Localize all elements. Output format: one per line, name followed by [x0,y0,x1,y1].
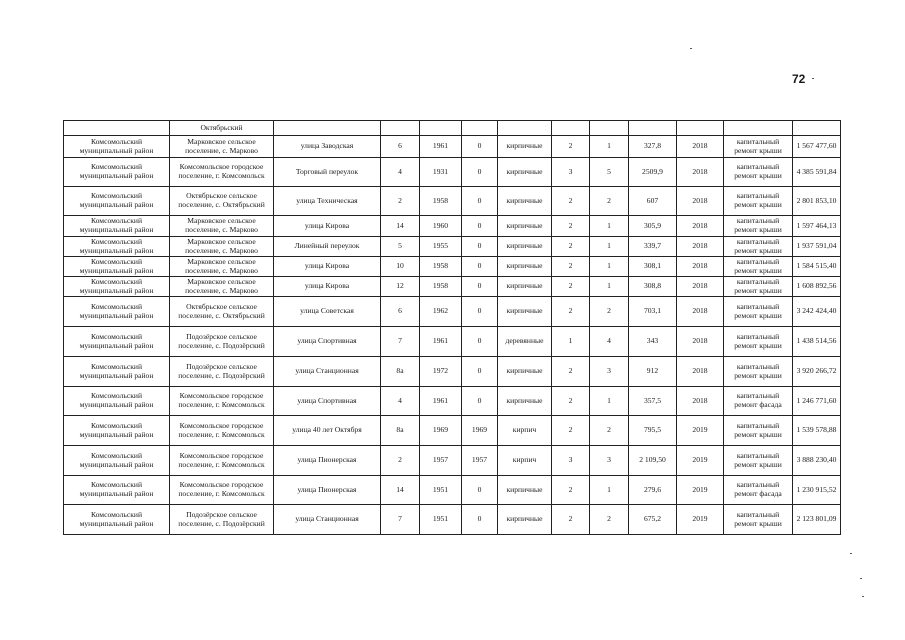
table-cell [629,121,677,136]
cell-street: улица Пионерская [274,446,381,476]
cell-street: Линейный переулок [274,237,381,257]
cell-settlement: Марковское сельское поселение, с. Марково [170,237,274,257]
cell-entrances: 1 [590,136,629,158]
cell-settlement: Подозёрское сельское поселение, с. Подозёрский [170,357,274,387]
cell-work: капитальный ремонт крыши [724,237,793,257]
cell-cost: 1 567 477,60 [793,136,841,158]
cell-entrances: 2 [590,187,629,216]
cell-plan-year: 2018 [677,387,724,416]
cell-settlement: Комсомольское городское поселение, г. Комсомольск [170,476,274,505]
cell-district: Комсомольский муниципальный район [64,237,170,257]
cell-year-built: 1951 [420,476,462,505]
cell-settlement: Комсомольское городское поселение, г. Комсомольск [170,416,274,446]
cell-work: капитальный ремонт фасада [724,387,793,416]
cell-floors: 1 [552,327,590,357]
table-row [64,136,841,158]
cell-plan-year: 2018 [677,297,724,327]
cell-district: Комсомольский муниципальный район [64,446,170,476]
cell-walls: кирпич [498,416,552,446]
cell-walls: деревянные [498,327,552,357]
cell-cost: 1 438 514,56 [793,327,841,357]
cell-floors: 2 [552,416,590,446]
cell-plan-year: 2018 [677,187,724,216]
cell-street: улица Советская [274,297,381,327]
cell-entrances: 1 [590,257,629,277]
cell-settlement: Марковское сельское поселение, с. Марково [170,277,274,297]
cell-cost: 4 385 591,84 [793,158,841,187]
scan-dot [860,578,862,579]
cell-cost: 2 801 853,10 [793,187,841,216]
cell-entrances: 2 [590,505,629,535]
cell-year-built: 1961 [420,136,462,158]
cell-area: 357,5 [629,387,677,416]
cell-year-built: 1958 [420,187,462,216]
cell-area: 2 109,50 [629,446,677,476]
cell-area: 2509,9 [629,158,677,187]
cell-year-recon: 0 [462,158,498,187]
cell-year-built: 1961 [420,387,462,416]
cell-plan-year: 2018 [677,277,724,297]
cell-work: капитальный ремонт крыши [724,257,793,277]
cell-walls: кирпичные [498,136,552,158]
cell-walls: кирпичные [498,357,552,387]
cell-work: капитальный ремонт крыши [724,505,793,535]
cell-settlement: Комсомольское городское поселение, г. Комсомольск [170,387,274,416]
table-row [64,187,841,216]
cell-floors: 2 [552,277,590,297]
cell-settlement: Октябрьское сельское поселение, с. Октябрьский [170,187,274,216]
cell-walls: кирпичные [498,476,552,505]
cell-work: капитальный ремонт крыши [724,216,793,237]
cell-plan-year: 2018 [677,237,724,257]
cell-house: 7 [381,327,420,357]
cell-area: 339,7 [629,237,677,257]
cell-cost: 1 608 892,56 [793,277,841,297]
scan-dot [690,48,692,49]
cell-walls: кирпичные [498,257,552,277]
cell-walls: кирпичные [498,216,552,237]
table-cell [381,121,420,136]
cell-year-built: 1972 [420,357,462,387]
table-cell [64,121,170,136]
table-row [64,357,841,387]
cell-district: Комсомольский муниципальный район [64,416,170,446]
cell-area: 279,6 [629,476,677,505]
cell-year-recon: 1957 [462,446,498,476]
cell-year-recon: 0 [462,476,498,505]
cell-house: 8а [381,357,420,387]
cell-settlement: Комсомольское городское поселение, г. Комсомольск [170,446,274,476]
cell-year-built: 1962 [420,297,462,327]
cell-year-recon: 0 [462,237,498,257]
cell-area: 308,8 [629,277,677,297]
table-cell [590,121,629,136]
table-cell [420,121,462,136]
cell-year-built: 1969 [420,416,462,446]
cell-floors: 2 [552,505,590,535]
cell-entrances: 4 [590,327,629,357]
cell-year-recon: 0 [462,257,498,277]
table-row [64,446,841,476]
cell-area: 308,1 [629,257,677,277]
cell-work: капитальный ремонт крыши [724,357,793,387]
cell-street: улица Пионерская [274,476,381,505]
table-cell [724,121,793,136]
cell-street: улица 40 лет Октября [274,416,381,446]
cell-walls: кирпичные [498,158,552,187]
cell-cost: 1 539 578,88 [793,416,841,446]
cell-district: Комсомольский муниципальный район [64,357,170,387]
cell-district: Комсомольский муниципальный район [64,216,170,237]
cell-year-recon: 0 [462,505,498,535]
cell-entrances: 3 [590,357,629,387]
cell-work: капитальный ремонт крыши [724,297,793,327]
cell-house: 2 [381,187,420,216]
cell-district: Комсомольский муниципальный район [64,136,170,158]
cell-settlement: Комсомольское городское поселение, г. Комсомольск [170,158,274,187]
cell-floors: 2 [552,387,590,416]
cell-work: капитальный ремонт фасада [724,476,793,505]
scan-dot [862,596,864,597]
table-cell [552,121,590,136]
cell-year-recon: 0 [462,357,498,387]
cell-year-built: 1957 [420,446,462,476]
cell-plan-year: 2019 [677,476,724,505]
cell-street: улица Техническая [274,187,381,216]
cell-floors: 3 [552,446,590,476]
cell-district: Комсомольский муниципальный район [64,505,170,535]
cell-entrances: 1 [590,387,629,416]
cell-floors: 3 [552,158,590,187]
cell-cost: 3 242 424,40 [793,297,841,327]
cell-house: 12 [381,277,420,297]
cell-house: 14 [381,476,420,505]
cell-district: Комсомольский муниципальный район [64,187,170,216]
table-row [64,237,841,257]
cell-year-built: 1951 [420,505,462,535]
cell-cost: 1 246 771,60 [793,387,841,416]
table-cell [462,121,498,136]
cell-district: Комсомольский муниципальный район [64,297,170,327]
cell-house: 2 [381,446,420,476]
cell-house: 6 [381,136,420,158]
cell-house: 6 [381,297,420,327]
cell-floors: 2 [552,216,590,237]
cell-entrances: 1 [590,216,629,237]
cell-cost: 2 123 801,09 [793,505,841,535]
cell-plan-year: 2019 [677,446,724,476]
cell-street: улица Спортивная [274,327,381,357]
cell-settlement: Подозёрское сельское поселение, с. Подозёрский [170,327,274,357]
cell-year-recon: 0 [462,327,498,357]
scan-dot [812,78,814,79]
table-row [64,277,841,297]
cell-area: 675,2 [629,505,677,535]
cell-area: 607 [629,187,677,216]
table-row [64,416,841,446]
cell-year-recon: 1969 [462,416,498,446]
cell-district: Комсомольский муниципальный район [64,158,170,187]
table-row [64,476,841,505]
cell-street: улица Станционная [274,505,381,535]
cell-plan-year: 2018 [677,357,724,387]
cell-entrances: 2 [590,416,629,446]
cell-plan-year: 2019 [677,505,724,535]
cell-district: Комсомольский муниципальный район [64,277,170,297]
cell-cost: 1 230 915,52 [793,476,841,505]
cell-year-built: 1958 [420,257,462,277]
cell-house: 10 [381,257,420,277]
cell-year-built: 1960 [420,216,462,237]
cell-cost: 3 888 230,40 [793,446,841,476]
cell-street: улица Кирова [274,257,381,277]
table-row [64,216,841,237]
cell-floors: 2 [552,476,590,505]
cell-year-recon: 0 [462,297,498,327]
cell-area: 795,5 [629,416,677,446]
cell-district: Комсомольский муниципальный район [64,327,170,357]
cell-walls: кирпич [498,446,552,476]
cell-work: капитальный ремонт крыши [724,327,793,357]
cell-house: 8а [381,416,420,446]
cell-year-built: 1961 [420,327,462,357]
cell-cost: 1 584 515,40 [793,257,841,277]
cell-floors: 2 [552,187,590,216]
page-number: 72 [792,72,806,86]
cell-year-built: 1955 [420,237,462,257]
cell-settlement: Октябрьское сельское поселение, с. Октябрьский [170,297,274,327]
cell-walls: кирпичные [498,277,552,297]
cell-floors: 2 [552,257,590,277]
cell-plan-year: 2018 [677,327,724,357]
table-row [64,297,841,327]
cell-street: улица Кирова [274,216,381,237]
cell-walls: кирпичные [498,187,552,216]
cell-entrances: 5 [590,158,629,187]
cell-work: капитальный ремонт крыши [724,136,793,158]
table-cell: Октябрьский [170,121,274,136]
cell-street: улица Спортивная [274,387,381,416]
cell-entrances: 3 [590,446,629,476]
table-cell [498,121,552,136]
cell-work: капитальный ремонт крыши [724,187,793,216]
cell-cost: 1 597 464,13 [793,216,841,237]
cell-street: Торговый переулок [274,158,381,187]
cell-street: улица Кирова [274,277,381,297]
cell-area: 327,8 [629,136,677,158]
cell-settlement: Марковское сельское поселение, с. Марково [170,136,274,158]
cell-year-recon: 0 [462,387,498,416]
cell-house: 14 [381,216,420,237]
cell-settlement: Марковское сельское поселение, с. Марково [170,257,274,277]
table-row [64,505,841,535]
table-row [64,158,841,187]
cell-floors: 2 [552,136,590,158]
table-cell [274,121,381,136]
cell-year-built: 1931 [420,158,462,187]
table-row [64,257,841,277]
cell-work: капитальный ремонт крыши [724,416,793,446]
table-row [64,121,841,136]
cell-walls: кирпичные [498,237,552,257]
cell-district: Комсомольский муниципальный район [64,476,170,505]
cell-work: капитальный ремонт крыши [724,277,793,297]
cell-street: улица Станционная [274,357,381,387]
cell-plan-year: 2018 [677,136,724,158]
cell-walls: кирпичные [498,505,552,535]
cell-year-recon: 0 [462,136,498,158]
cell-house: 4 [381,158,420,187]
cell-settlement: Марковское сельское поселение, с. Марково [170,216,274,237]
cell-entrances: 2 [590,297,629,327]
table-row [64,327,841,357]
cell-house: 4 [381,387,420,416]
cell-area: 305,9 [629,216,677,237]
cell-work: капитальный ремонт крыши [724,158,793,187]
cell-year-recon: 0 [462,187,498,216]
table-cell [793,121,841,136]
table-row [64,387,841,416]
scan-dot [850,553,852,554]
cell-entrances: 1 [590,476,629,505]
cell-floors: 2 [552,357,590,387]
cell-area: 912 [629,357,677,387]
table-cell [677,121,724,136]
cell-floors: 2 [552,297,590,327]
cell-plan-year: 2018 [677,257,724,277]
cell-district: Комсомольский муниципальный район [64,257,170,277]
cell-plan-year: 2019 [677,416,724,446]
cell-area: 703,1 [629,297,677,327]
cell-plan-year: 2018 [677,158,724,187]
cell-cost: 1 937 591,04 [793,237,841,257]
cell-entrances: 1 [590,277,629,297]
cell-area: 343 [629,327,677,357]
cell-house: 7 [381,505,420,535]
cell-plan-year: 2018 [677,216,724,237]
cell-walls: кирпичные [498,297,552,327]
cell-entrances: 1 [590,237,629,257]
cell-cost: 3 920 266,72 [793,357,841,387]
cell-walls: кирпичные [498,387,552,416]
cell-house: 5 [381,237,420,257]
cell-floors: 2 [552,237,590,257]
cell-settlement: Подозёрское сельское поселение, с. Подозёрский [170,505,274,535]
cell-year-recon: 0 [462,216,498,237]
cell-year-built: 1958 [420,277,462,297]
cell-street: улица Заводская [274,136,381,158]
cell-year-recon: 0 [462,277,498,297]
housing-repair-table [63,120,841,535]
cell-district: Комсомольский муниципальный район [64,387,170,416]
cell-work: капитальный ремонт крыши [724,446,793,476]
